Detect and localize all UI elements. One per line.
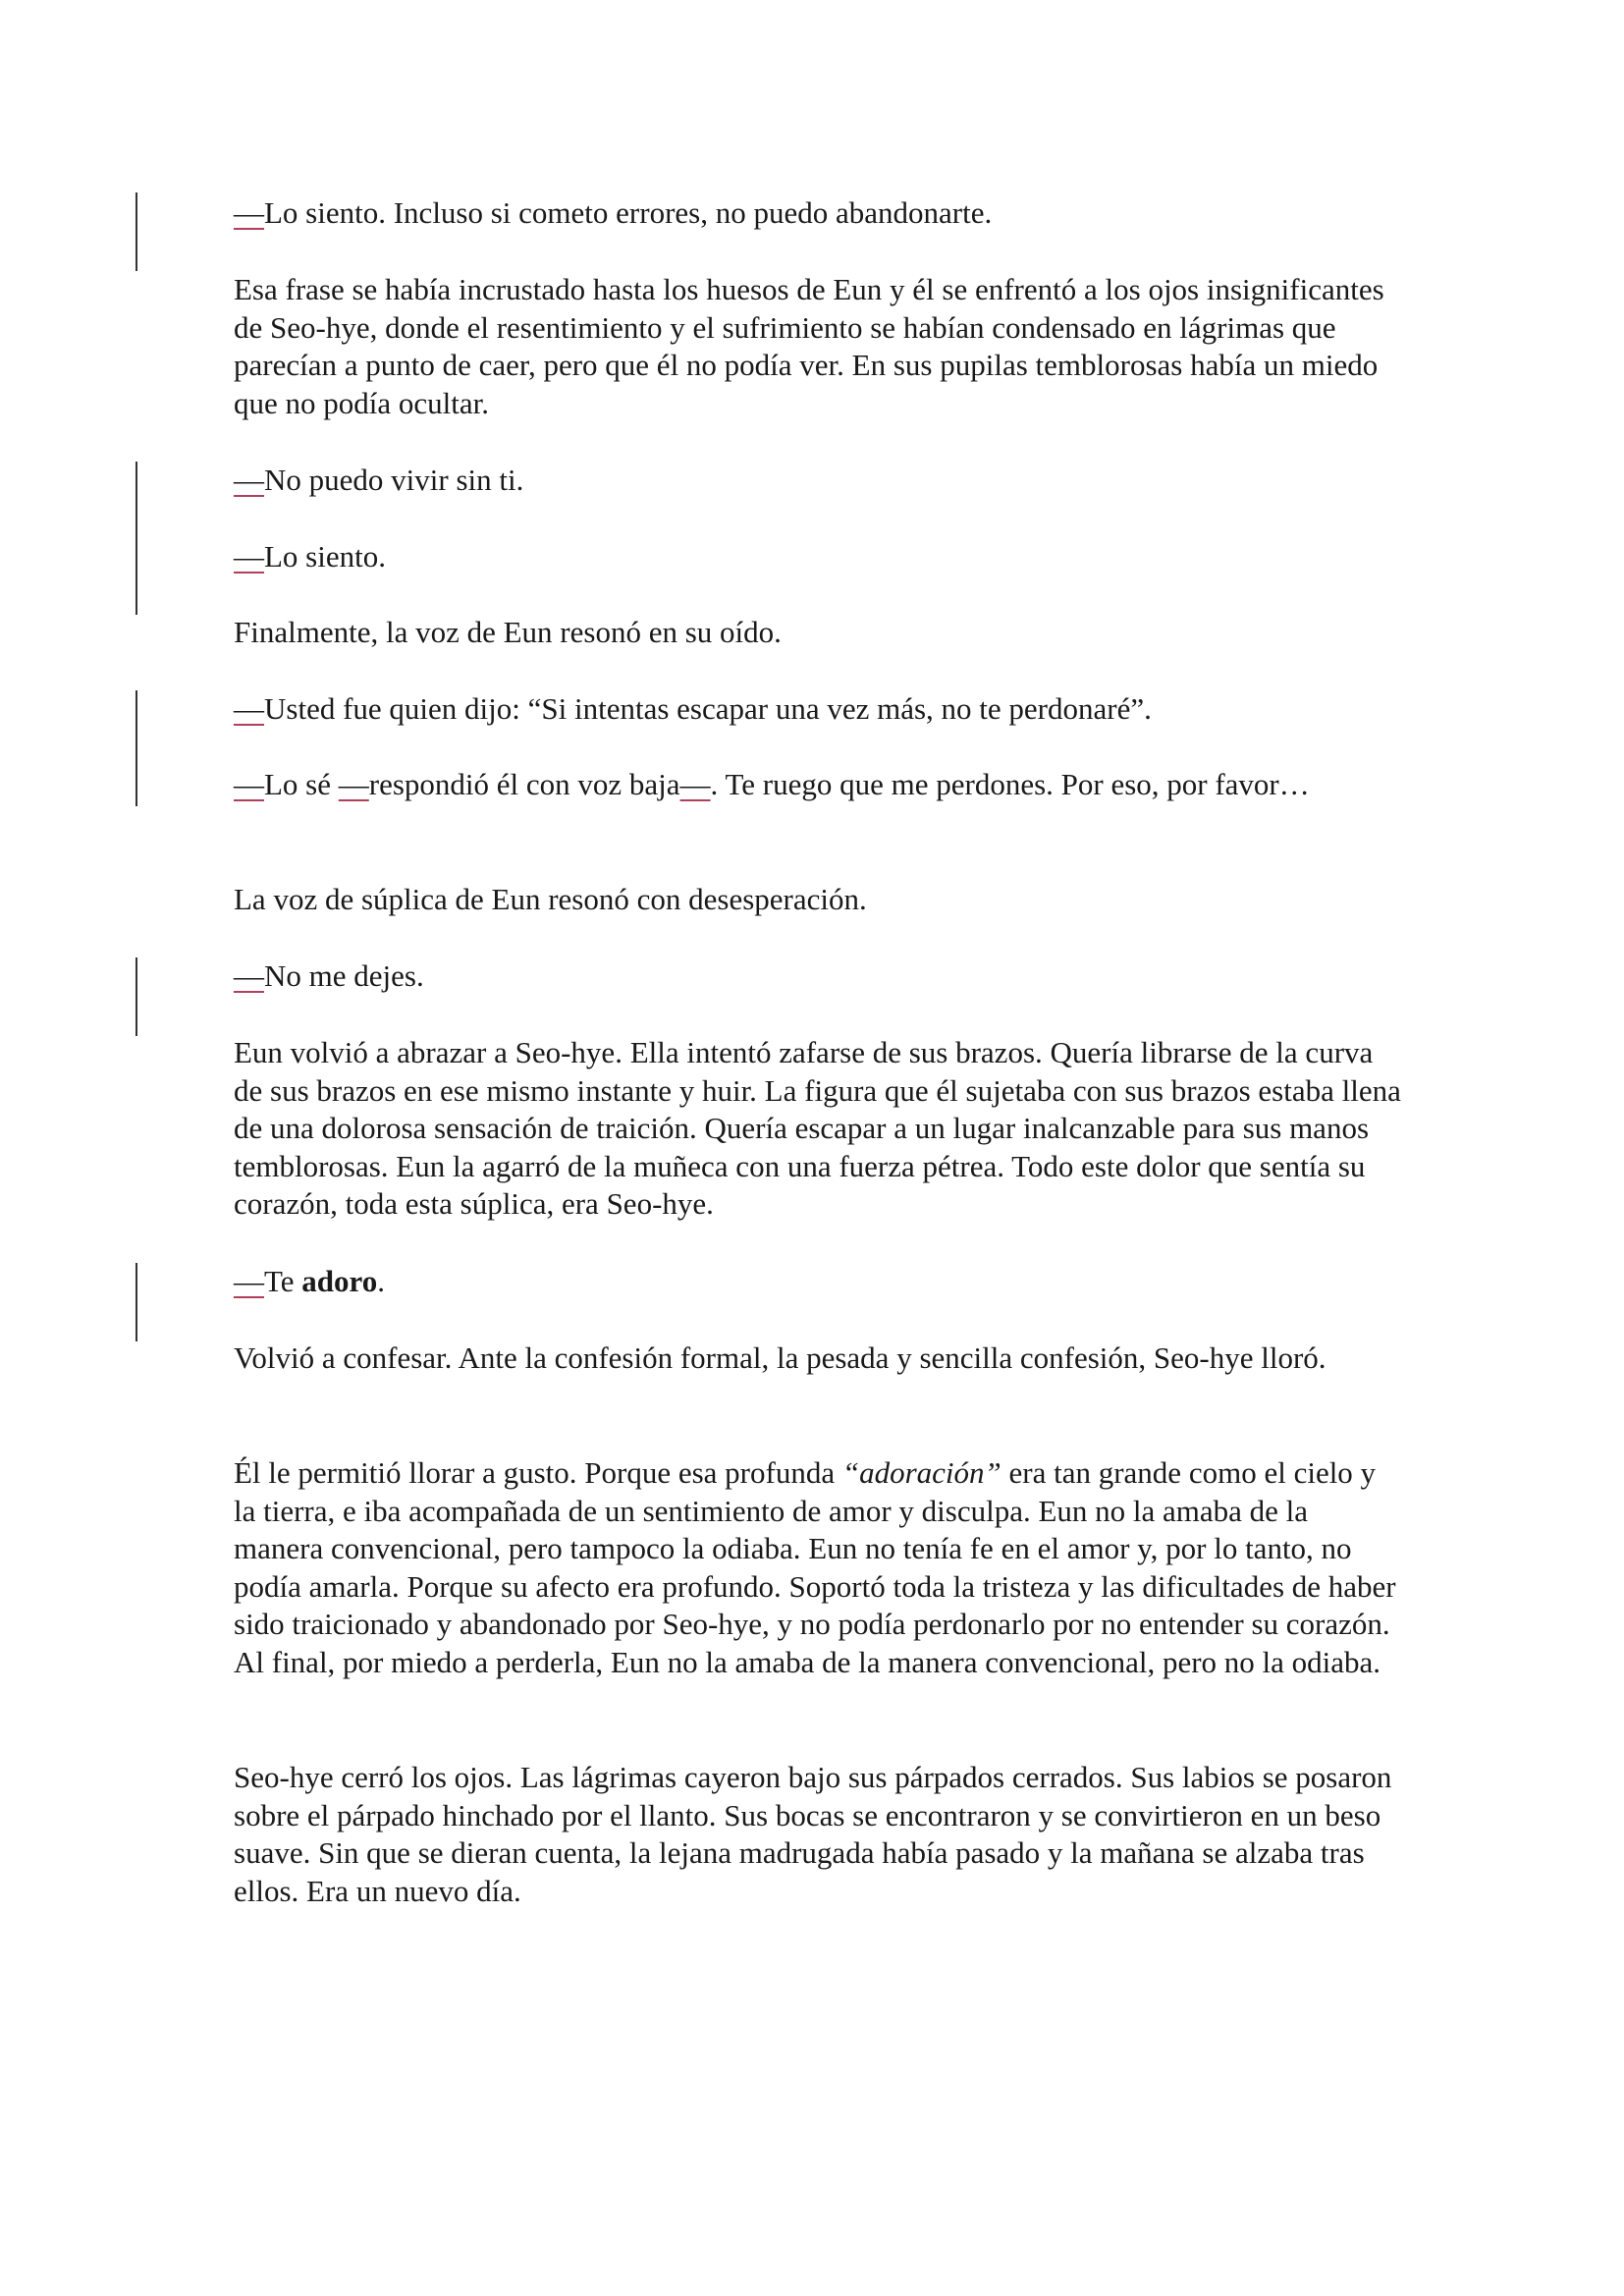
- narrative-paragraph: [234, 271, 1402, 422]
- bold-word: adoro: [301, 1264, 378, 1298]
- paragraph-text: Seo-hye cerró los ojos. Las lágrimas cayeron bajo sus párpados cerrados. Sus labios se posaron sobre el párpado hinchado por el llanto. Sus bocas se encontraron y se convirtieron en un beso suave. Sin que se dieran cuenta, la lejana madrugada había pasado y la mañana se alzaba tras ellos. Era un nuevo día.: [234, 1760, 1392, 1908]
- em-dash: —: [234, 539, 264, 574]
- paragraph-text: Te: [264, 1264, 302, 1298]
- dialogue-paragraph: [234, 957, 1402, 996]
- narrative-paragraph: [234, 881, 1402, 919]
- paragraph-text: Él le permitió llorar a gusto. Porque esa profunda: [234, 1455, 842, 1490]
- narrative-paragraph: [234, 1759, 1402, 1910]
- paragraph-text: Volvió a confesar. Ante la confesión formal, la pesada y sencilla confesión, Seo-hye lloró.: [234, 1340, 1326, 1375]
- paragraph-text: . Te ruego que me perdones. Por eso, por favor…: [710, 767, 1310, 801]
- narrative-paragraph: [234, 1339, 1402, 1378]
- em-dash: —: [338, 767, 369, 801]
- change-bar: [135, 957, 137, 1036]
- dialogue-paragraph: [234, 538, 1402, 576]
- paragraph-text: Esa frase se había incrustado hasta los huesos de Eun y él se enfrentó a los ojos insignificantes de Seo-hye, donde el resentimiento y el sufrimiento se habían condensado en lágrimas que parecían a punto de caer, pero que él no podía ver. En sus pupilas temblorosas había un miedo que no podía ocultar.: [234, 272, 1384, 420]
- paragraph-text: .: [377, 1264, 385, 1298]
- narrative-paragraph: [234, 1454, 1402, 1681]
- paragraph-text: Lo siento. Incluso si cometo errores, no puedo abandonarte.: [264, 195, 993, 230]
- paragraph-text: Eun volvió a abrazar a Seo-hye. Ella intentó zafarse de sus brazos. Quería librarse de la curva de sus brazos en ese mismo instante y huir. La figura que él sujetaba con sus brazos estaba llena de una dolorosa sensación de traición. Quería escapar a un lugar inalcanzable para sus manos temblorosas. Eun la agarró de la muñeca con una fuerza pétrea. Todo este dolor que sentía su corazón, toda esta súplica, era Seo-hye.: [234, 1035, 1401, 1221]
- dialogue-paragraph: [234, 766, 1402, 804]
- narrative-paragraph: [234, 1034, 1402, 1224]
- dialogue-paragraph: [234, 194, 1402, 233]
- em-dash: —: [234, 1264, 264, 1298]
- paragraph-text: La voz de súplica de Eun resonó con desesperación.: [234, 882, 867, 916]
- dialogue-paragraph: [234, 690, 1402, 729]
- paragraph-text: No me dejes.: [264, 958, 424, 993]
- narrative-paragraph: [234, 614, 1402, 652]
- em-dash: —: [234, 958, 264, 993]
- em-dash: —: [234, 767, 264, 801]
- paragraph-text: Lo sé: [264, 767, 339, 801]
- change-bar: [135, 690, 137, 806]
- em-dash: —: [679, 767, 711, 801]
- dialogue-paragraph: [234, 462, 1402, 500]
- em-dash: —: [234, 195, 264, 230]
- em-dash: —: [234, 463, 264, 497]
- em-dash: —: [234, 691, 264, 726]
- dialogue-paragraph: [234, 1263, 1402, 1301]
- paragraph-text: Usted fue quien dijo: “Si intentas escapar una vez más, no te perdonaré”.: [264, 691, 1152, 726]
- paragraph-text: respondió él con voz baja: [368, 767, 680, 801]
- italic-word: “adoración”: [841, 1455, 1001, 1490]
- paragraph-text: No puedo vivir sin ti.: [264, 463, 524, 497]
- change-bar: [135, 1263, 137, 1341]
- paragraph-text: Finalmente, la voz de Eun resonó en su oído.: [234, 615, 782, 649]
- paragraph-text: Lo siento.: [264, 539, 386, 574]
- paragraph-text: era tan grande como el cielo y la tierra, e iba acompañada de un sentimiento de amor y disculpa. Eun no la amaba de la manera convencional, pero tampoco la odiaba. Eun no tenía fe en el amor y, por lo tanto, no podía amarla. Porque su afecto era profundo. Soportó toda la tristeza y las dificultades de haber sido traicionado y abandonado por Seo-hye, y no podía perdonarlo por no entender su corazón. Al final, por miedo a perderla, Eun no la amaba de la manera convencional, pero no la odiaba.: [234, 1455, 1396, 1679]
- change-bar: [135, 192, 137, 271]
- change-bar: [135, 462, 137, 615]
